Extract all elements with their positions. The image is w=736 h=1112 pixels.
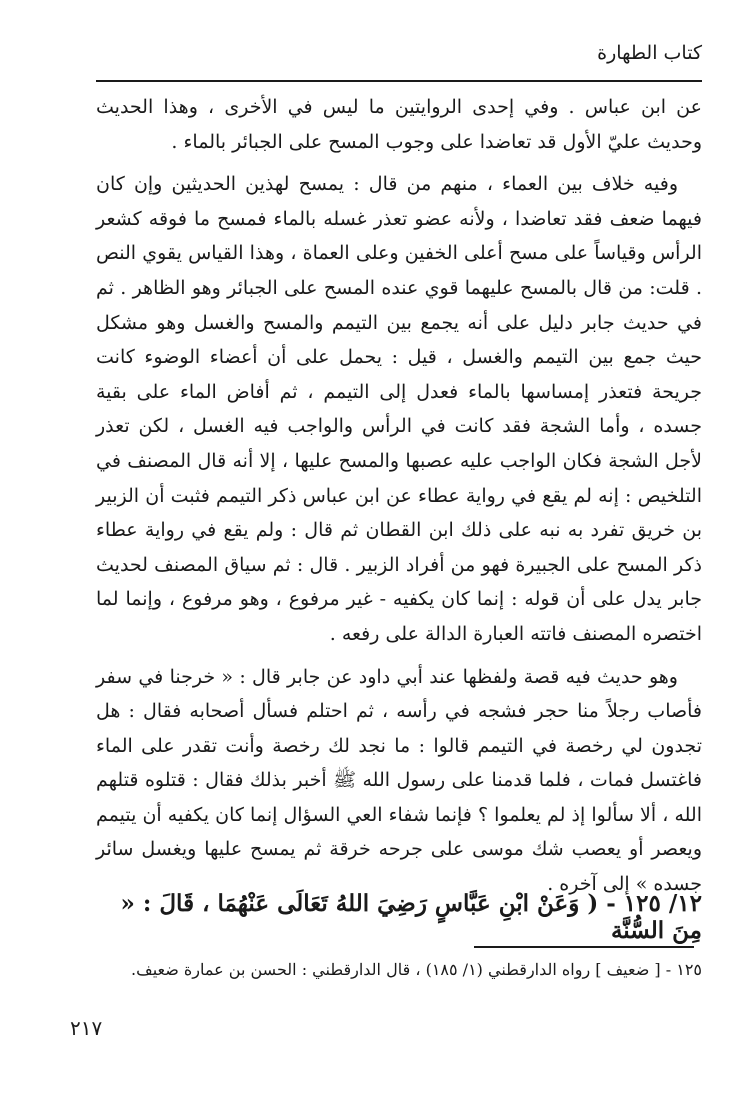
paragraph-continuation: عن ابن عباس . وفي إحدى الروايتين ما ليس في الأخرى ، وهذا الحديث وحديث عليّ الأول قد تعاضدا على وجوب المسح على الجبائر بالماء .	[96, 96, 702, 153]
running-header: كتاب الطهارة	[597, 42, 702, 64]
page-number: ٢١٧	[70, 1016, 103, 1040]
hadith-heading: ١٢/ ١٢٥ - ( وَعَنْ ابْنِ عَبَّاسٍ رَضِيَ اللهُ تَعَالَى عَنْهُمَا ، قَالَ : « مِنَ السُّنَّة	[120, 890, 702, 944]
main-text	[96, 90, 702, 902]
footnote: ١٢٥ - [ ضعيف ] رواه الدارقطني (١/ ١٨٥) ، قال الدارقطني : الحسن بن عمارة ضعيف.	[131, 960, 702, 979]
paragraph-discussion: وفيه خلاف بين العماء ، منهم من قال : يمسح لهذين الحديثين وإن كان فيهما ضعف فقد تعاضدا ، ولأنه عضو تعذر غسله بالماء فمسح ما فوقه كشعر الرأس وقياساً على مسح أعلى الخفين وعلى العماة ، وهذا القياس يقوي النص . قلت: من قال بالمسح عليهما قوي عنده المسح على الجبائر وهو الظاهر . ثم في حديث جابر دليل على أنه يجمع بين التيمم والمسح والغسل وهو مشكل حيث جمع بين التيمم والغسل ، قيل : يحمل على أن أعضاء الوضوء كانت جريحة فتعذر إمساسها بالماء فعدل إلى التيمم ، ثم أفاض الماء على بقية جسده ، وأما الشجة فقد كانت في الرأس والواجب فيه الغسل ، لكن تعذر لأجل الشجة فكان الواجب عليه عصبها والمسح عليها ، إلا أنه قال المصنف في التلخيص : إنه لم يقع في رواية عطاء عن ابن عباس ذكر التيمم فثبت أن الزبير بن خريق تفرد به نبه على ذلك ابن القطان ثم قال : ولم يقع في رواية عطاء ذكر المسح على الجبيرة فهو من أفراد الزبير . قال : ثم سياق المصنف لحديث جابر يدل على أن قوله : إنما كان يكفيه - غير مرفوع ، وهو مرفوع ، وإنما لما اختصره المصنف فاتته العبارة الدالة على رفعه .	[96, 173, 702, 645]
header-divider	[96, 80, 702, 82]
footnote-divider	[474, 946, 694, 948]
paragraph-hadith-story: وهو حديث فيه قصة ولفظها عند أبي داود عن جابر قال : « خرجنا في سفر فأصاب رجلاً منا حجر فشجه في رأسه ، ثم احتلم فسأل أصحابه فقال : هل تجدون لي رخصة في التيمم قالوا : ما نجد لك رخصة وأنت تقدر على الماء فاغتسل فمات ، فلما قدمنا على رسول الله ﷺ أخبر بذلك فقال : قتلوه قتلهم الله ، ألا سألوا إذ لم يعلموا ؟ فإنما شفاء العي السؤال إنما كان يكفيه أن يتيمم ويعصر أو يعصب شك موسى على جرحه خرقة ثم يمسح عليها ويغسل سائر جسده » إلى آخره .	[96, 665, 702, 896]
